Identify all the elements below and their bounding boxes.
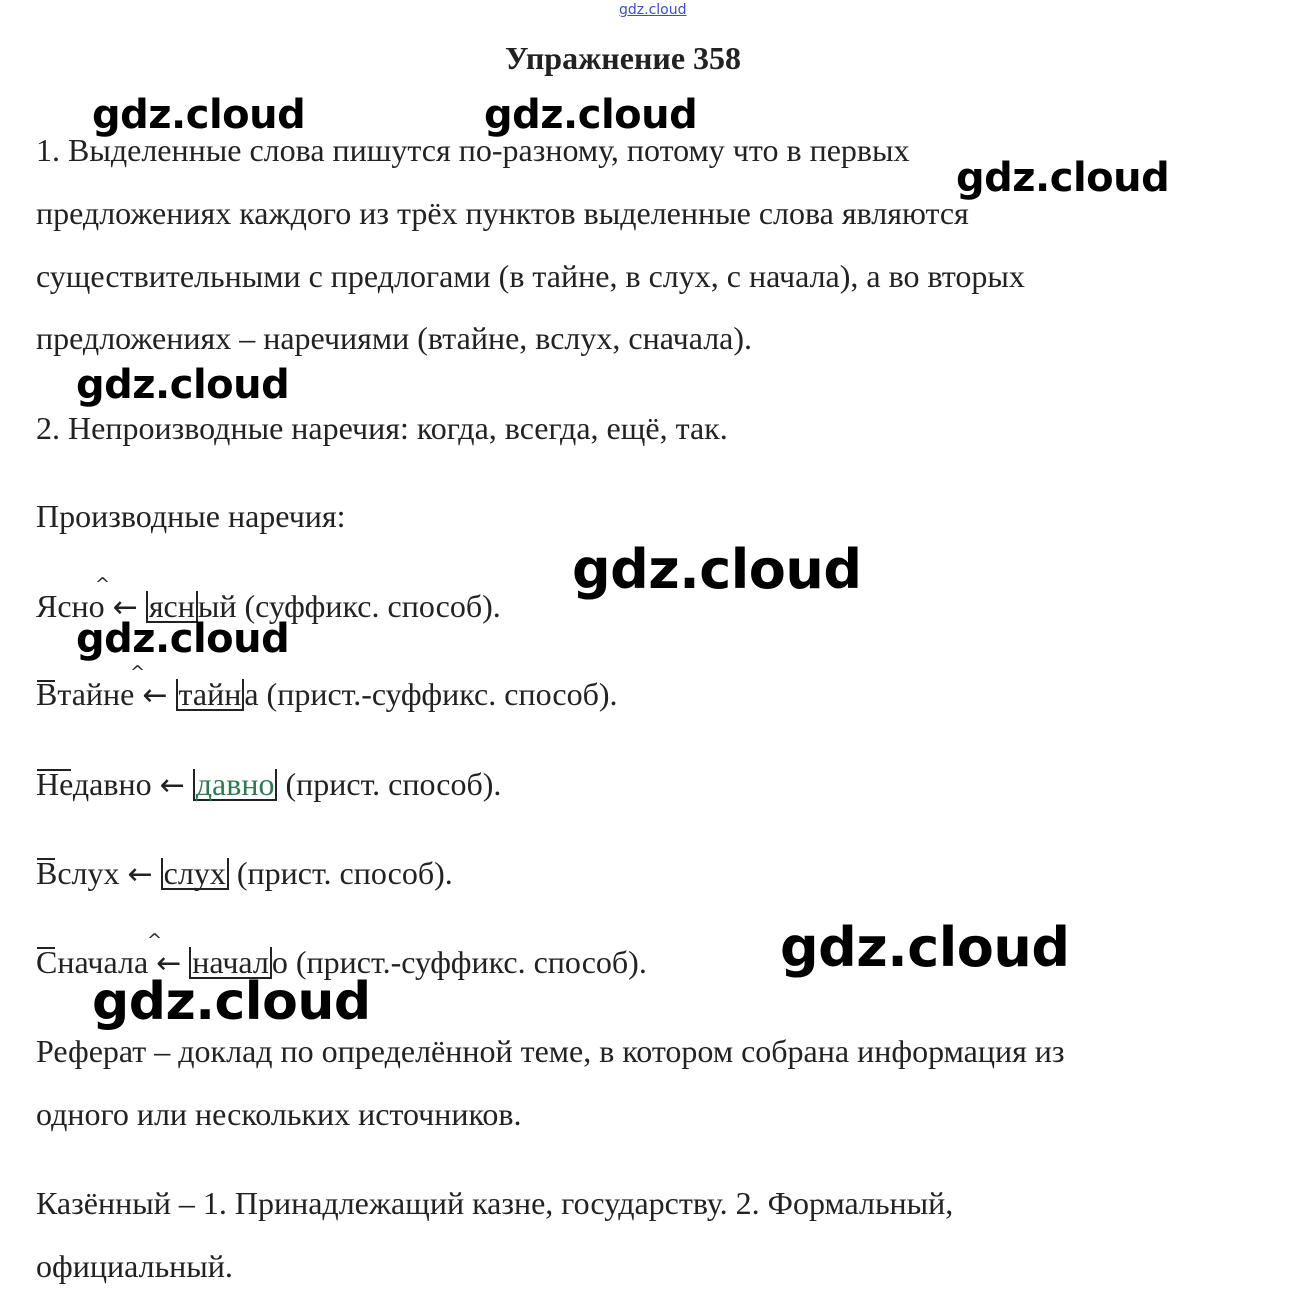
suffix-caret-icon: ^ xyxy=(130,662,146,683)
watermark: gdz.cloud xyxy=(92,972,371,1032)
part1-line2: предложениях каждого из трёх пунктов выделенные слова являются xyxy=(36,195,969,231)
arrow-icon: ← xyxy=(112,590,138,625)
base-marked: тайн xyxy=(176,679,245,711)
derivation-method: (прист. способ). xyxy=(228,855,453,891)
derivation-row xyxy=(36,766,501,804)
base-marked: ясн xyxy=(146,591,198,623)
prefix-mark-icon xyxy=(37,858,55,860)
derivation-row xyxy=(36,855,453,893)
site-link[interactable]: gdz.cloud xyxy=(619,2,687,18)
base-rest: ый xyxy=(197,588,237,624)
watermark: gdz.cloud xyxy=(780,916,1070,979)
kazenny-definition-line2: официальный. xyxy=(36,1248,233,1284)
adverb-word: Втайне xyxy=(36,676,135,712)
part1-line4: предложениях – наречиями (втайне, вслух, сначала). xyxy=(36,320,753,356)
watermark: gdz.cloud xyxy=(484,92,698,138)
nonderived-adverbs: 2. Непроизводные наречия: когда, всегда, ещё, так. xyxy=(36,410,728,446)
derivation-method: (прист.-суффикс. способ). xyxy=(287,944,647,980)
arrow-icon: ← xyxy=(159,768,185,803)
referat-definition-line2: одного или нескольких источников. xyxy=(36,1096,522,1132)
derivation-row xyxy=(36,676,618,714)
arrow-icon: ← xyxy=(142,678,168,713)
base-rest: о xyxy=(271,944,288,980)
base-rest: а xyxy=(244,676,259,712)
derivation-method: (суффикс. способ). xyxy=(236,588,501,624)
arrow-icon: ← xyxy=(156,946,182,981)
part1-line3: существительными с предлогами (в тайне, в слух, с начала), а во вторых xyxy=(36,258,1025,294)
watermark: gdz.cloud xyxy=(956,155,1170,201)
page-title: Упражнение 358 xyxy=(505,40,742,76)
adverb-word: Сначала xyxy=(36,944,149,980)
base-marked: слух xyxy=(161,858,229,890)
suffix-caret-icon: ^ xyxy=(95,574,111,595)
watermark: gdz.cloud xyxy=(76,616,290,662)
arrow-icon: ← xyxy=(127,857,153,892)
part1-line1: 1. Выделенные слова пишутся по-разному, потому что в первых xyxy=(36,132,910,168)
prefix-mark-icon xyxy=(37,947,55,949)
derivation-method: (прист.-суффикс. способ). xyxy=(258,676,618,712)
adverb-word: Недавно xyxy=(36,766,152,802)
base-marked: давно xyxy=(193,769,278,801)
watermark: gdz.cloud xyxy=(76,362,290,408)
prefix-mark-icon xyxy=(37,769,71,771)
adverb-word: Вслух xyxy=(36,855,120,891)
watermark: gdz.cloud xyxy=(92,92,306,138)
prefix-mark-icon xyxy=(37,680,55,682)
derived-heading: Производные наречия: xyxy=(36,498,346,534)
base-marked: начал xyxy=(189,947,272,979)
derivation-method: (прист. способ). xyxy=(277,766,502,802)
kazenny-definition-line1: Казённый – 1. Принадлежащий казне, государству. 2. Формальный, xyxy=(36,1185,954,1221)
suffix-caret-icon: ^ xyxy=(147,930,163,951)
referat-definition-line1: Реферат – доклад по определённой теме, в котором собрана информация из xyxy=(36,1033,1065,1069)
adverb-word: Ясно xyxy=(36,588,105,624)
watermark: gdz.cloud xyxy=(572,538,862,601)
